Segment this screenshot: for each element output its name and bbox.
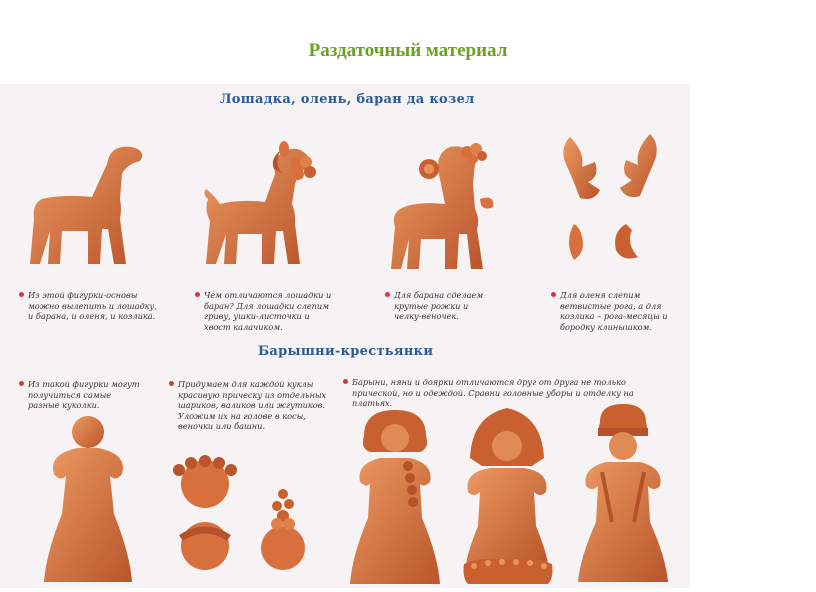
caption-dresses: Барыни, няни и доярки отличаются друг от друга не только прической, но и одеждой. Сравни головные уборы и отделку на платьях. xyxy=(352,377,674,409)
bullet-icon xyxy=(195,292,200,297)
forelock-piece xyxy=(460,142,490,167)
base-figure-animal xyxy=(22,139,162,269)
bullet-icon xyxy=(19,381,24,386)
page-title: Раздаточный материал xyxy=(308,40,508,61)
doll-base-figure xyxy=(38,414,138,584)
caption-ram: Для барана сделаем крутые рожки и челку-веночек. xyxy=(394,290,494,322)
caption-base-figure: Из этой фигурки-основы можно вылепить и лошадку, и барана, и оленя, и козлика. xyxy=(28,290,158,322)
antlers-and-horns xyxy=(560,132,660,272)
bullet-icon xyxy=(19,292,24,297)
section-title-animals: Лошадка, олень, баран да козел xyxy=(220,92,475,107)
doll-milkmaid-kokoshnik xyxy=(578,402,668,584)
bullet-icon xyxy=(385,292,390,297)
caption-hairstyles: Придумаем для каждой куклы красивую прическу из отдельных шариков, валиков или жгутиков. Уложим их на голове в косы, веночки или башни. xyxy=(178,379,328,432)
bullet-icon xyxy=(343,379,348,384)
hairstyle-pieces xyxy=(165,456,305,576)
caption-doll-base: Из такой фигурки могут получиться самые разные куколки. xyxy=(28,379,143,411)
caption-horse: Чем отличаются лошадки и баран? Для лошадки слепим гриву, ушки-листочки и хвост калачиком. xyxy=(204,290,336,332)
bullet-icon xyxy=(551,292,556,297)
caption-deer-goat: Для оленя слепим ветвистые рога, а для козлика – рога-месяцы и бородку клинышком. xyxy=(560,290,670,332)
bullet-icon xyxy=(169,381,174,386)
doll-nanny-kerchief xyxy=(460,406,555,586)
handout-sheet xyxy=(0,84,690,588)
section-title-girls: Барышни-крестьянки xyxy=(258,344,434,359)
doll-lady-braid xyxy=(350,406,440,586)
mane-piece xyxy=(288,154,318,184)
